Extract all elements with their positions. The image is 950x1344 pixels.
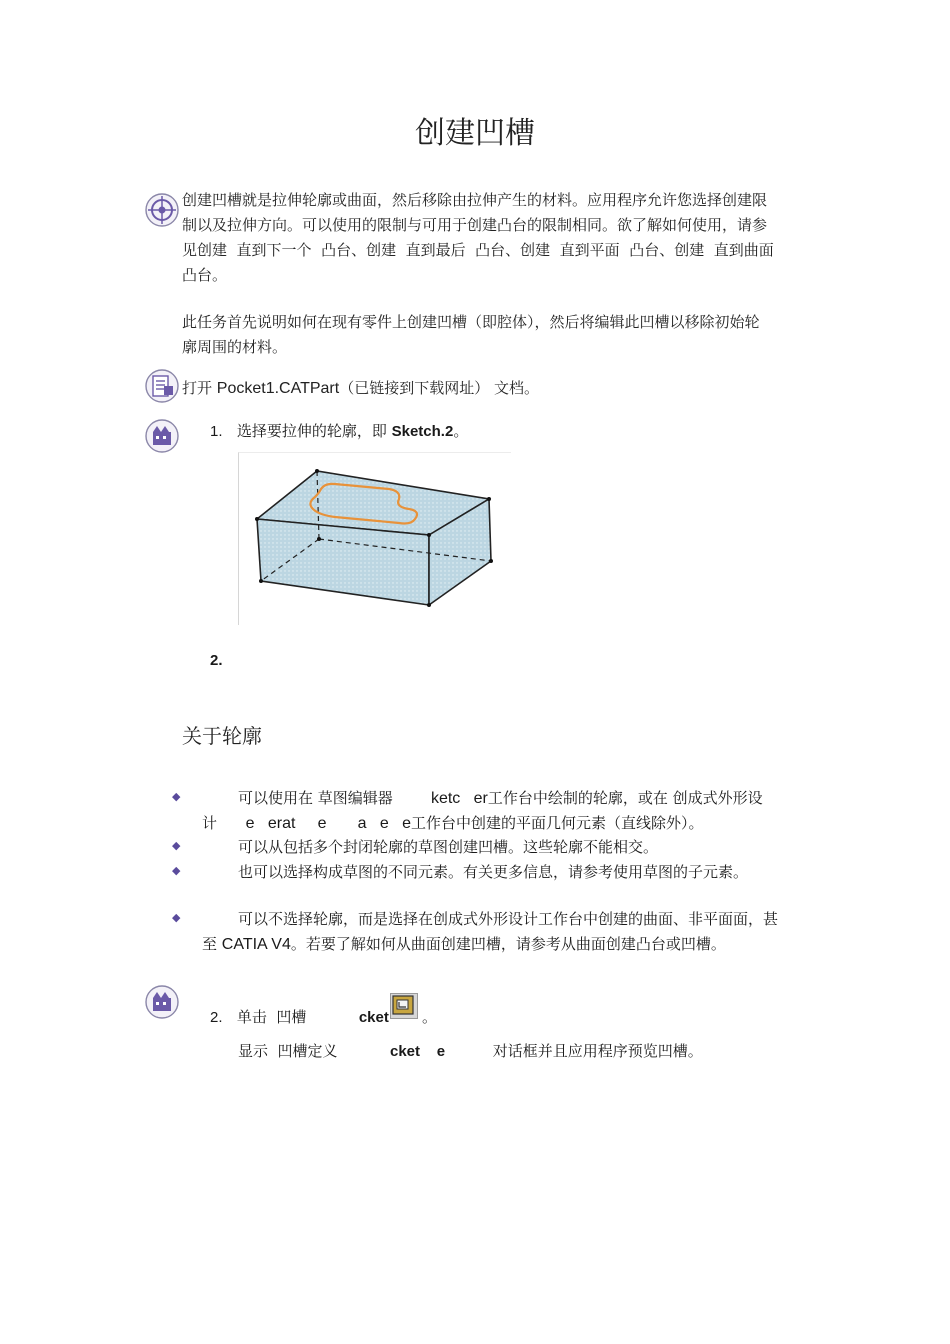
bullet-text: 至 [202,935,222,953]
step-2-result [238,1040,703,1061]
page-title: 创建凹槽 [415,116,535,151]
intro-line: 创建凹槽就是拉伸轮廓或曲面，然后移除由拉伸产生的材料。应用程序允许您选择创建限 [182,191,768,209]
part-figure [238,452,511,625]
intro-line: 凸台。 [182,266,228,284]
pocket-tool-icon[interactable] [390,993,418,1019]
bullet-icon: ◆ [172,790,181,803]
step-2-end: 。 [422,1008,438,1026]
bullet-3: 也可以选择构成草图的不同元素。有关更多信息，请参考使用草图的子元素。 [238,863,749,881]
result-text: 显示 凹槽定义 [238,1042,338,1060]
workbench-name: e erat e a e e [245,815,412,832]
sketch-name: Sketch.2 [391,423,454,440]
open-prefix: 打开 [182,379,217,397]
task-description [182,310,807,360]
step-number: 1. [210,423,223,440]
bullet-text: 计 [202,814,218,832]
bullet-text: 。若要了解如何从曲面创建凹槽，请参考从曲面创建凸台或凹槽。 [290,935,726,953]
intro-line: 见创建 直到下一个 凸台、创建 直到最后 凸台、创建 直到平面 凸台、创建 直到曲面 [182,241,774,259]
intro-paragraph [182,188,807,288]
document-icon [144,368,180,404]
pocket-part-illustration [239,453,511,625]
step-text: 单击 凹槽 [236,1008,307,1026]
task-icon [144,984,180,1020]
result-text: 对话框并且应用程序预览凹槽。 [492,1042,703,1060]
bullet-text: 工作台中绘制的轮廓，或在 创成式外形设 [487,789,763,807]
bullet-icon: ◆ [172,864,181,877]
bullet-icon: ◆ [172,839,181,852]
open-suffix: （已链接到下载网址） 文档。 [339,379,539,397]
step-end: 。 [453,422,469,440]
step-1 [210,420,468,441]
step-number: 2. [210,1009,223,1026]
step-2-number: 2. [210,652,223,669]
bullet-1 [238,787,763,808]
bullet-2: 可以从包括多个封闭轮廓的草图创建凹槽。这些轮廓不能相交。 [238,838,659,856]
step-2 [210,1006,389,1027]
target-icon [144,192,180,228]
task-icon [144,418,180,454]
bullet-icon: ◆ [172,911,181,924]
bullet-text: 工作台中创建的平面几何元素（直线除外）。 [411,814,704,832]
workbench-name: ketc er [430,790,488,807]
bullet-4: 可以不选择轮廓，而是选择在创成式外形设计工作台中创建的曲面、非平面面，甚 [238,910,779,928]
task-line: 廓周围的材料。 [182,338,288,356]
step-text: 选择要拉伸的轮廓，即 [236,422,392,440]
bullet-4-cont [202,933,726,954]
command-name: cket [358,1009,389,1026]
intro-line: 制以及拉伸方向。可以使用的限制与可用于创建凸台的限制相同。欲了解如何使用，请参 [182,216,768,234]
catia-version: CATIA V4 [221,936,291,953]
section-heading: 关于轮廓 [182,724,262,748]
task-line: 此任务首先说明如何在现有零件上创建凹槽（即腔体），然后将编辑此凹槽以移除初始轮 [182,313,760,331]
bullet-text: 可以使用在 草图编辑器 [238,789,393,807]
open-document-line [182,376,807,401]
dialog-name: cket e [390,1043,446,1060]
document-link[interactable]: Pocket1.CATPart [216,380,340,397]
bullet-1-cont [202,812,704,833]
